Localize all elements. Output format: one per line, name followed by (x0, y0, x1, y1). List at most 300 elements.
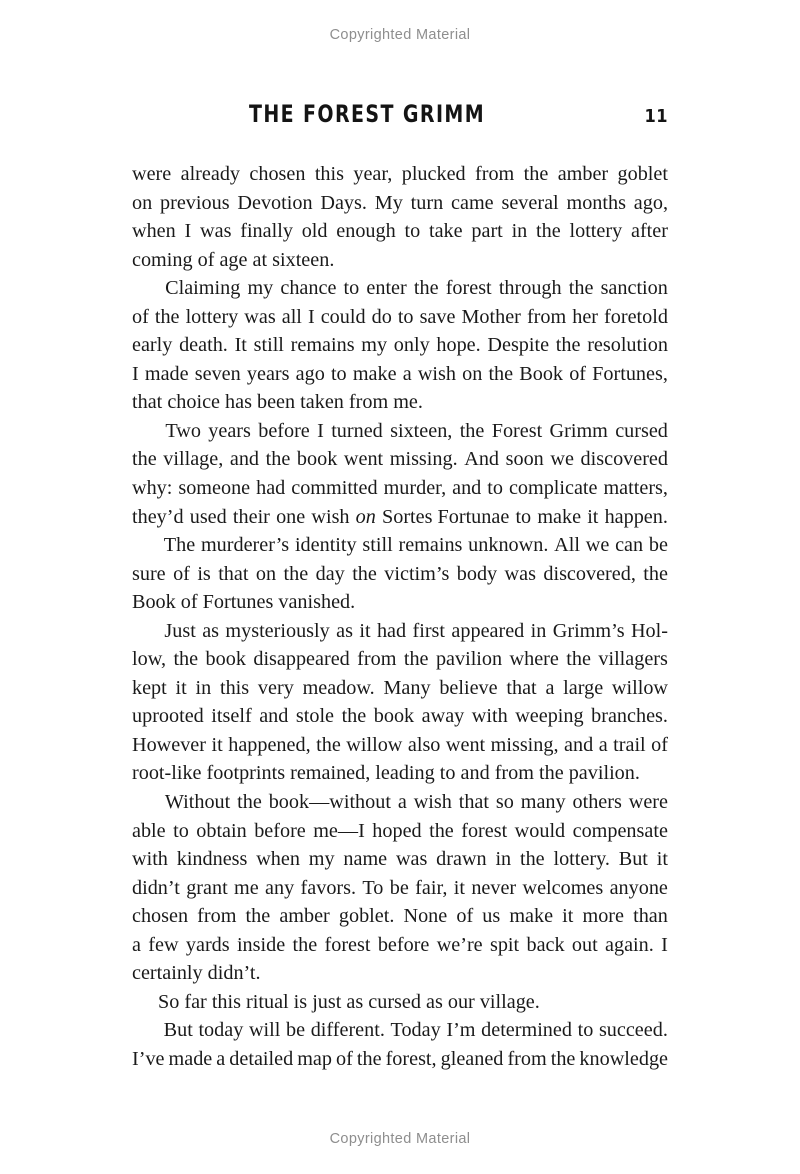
word: kindness (176, 848, 248, 871)
word: away (421, 705, 465, 728)
word: to (330, 362, 347, 385)
word: us (482, 905, 501, 928)
word: fair, (415, 876, 448, 899)
copyright-watermark-top: Copyrighted Material (329, 27, 471, 43)
word: itself (211, 705, 252, 728)
word: goblet (617, 163, 668, 185)
word: cursed (615, 419, 668, 442)
text-line (132, 902, 668, 931)
text-line (132, 702, 668, 731)
word: Despite (487, 334, 550, 357)
word: be (286, 1019, 306, 1042)
word: on (462, 362, 483, 385)
word: it (211, 733, 223, 756)
word: matters, (603, 477, 668, 500)
text-line (132, 445, 668, 474)
word: the (237, 791, 262, 814)
word: were (628, 791, 668, 814)
word: knowledge (579, 1047, 668, 1070)
word: I (307, 305, 315, 328)
word: discovered (580, 448, 668, 471)
word: the (356, 1047, 382, 1070)
word: me—I (313, 819, 365, 842)
word: the (429, 819, 454, 842)
paragraph-claiming (132, 274, 668, 417)
word: and (259, 705, 289, 728)
word: a (216, 1047, 226, 1070)
word: compensate (572, 819, 668, 842)
word: was (395, 848, 428, 871)
word: soon (505, 448, 544, 471)
word: yards (185, 933, 230, 956)
word: why: (132, 477, 173, 500)
word: through (498, 277, 562, 300)
word: Sortes Fortunae (382, 505, 510, 528)
word: murderer’s (200, 534, 290, 557)
text-line (132, 160, 668, 189)
word: was (244, 305, 276, 328)
word: chosen (132, 905, 189, 928)
word: the (245, 905, 271, 928)
word: a (397, 791, 407, 814)
word: make (352, 362, 397, 385)
word: branches. (591, 705, 668, 728)
word: the (403, 648, 429, 671)
word: turned (331, 419, 383, 442)
word: But (618, 848, 648, 871)
word: it (587, 505, 599, 528)
word: of (651, 733, 668, 756)
word: Today (390, 1019, 441, 1042)
word: meadow. (302, 676, 375, 699)
word: wish (413, 791, 452, 814)
word: also (407, 733, 441, 756)
word: again. (605, 933, 654, 956)
word: wish (417, 362, 456, 385)
word: and (564, 733, 594, 756)
text-line (132, 817, 668, 846)
word: I (661, 933, 668, 956)
word: after (630, 220, 668, 243)
word: my (247, 277, 274, 300)
word: sure (132, 562, 166, 585)
word: lottery (569, 220, 623, 243)
word: out (571, 933, 598, 956)
text-line (132, 531, 668, 560)
word: remains (398, 534, 463, 557)
word: anyone (609, 876, 668, 899)
word: a (132, 933, 141, 956)
line-text: So far this ritual is just as cursed as our village. (158, 990, 540, 1013)
word: the (341, 705, 367, 728)
word: name (343, 848, 388, 871)
word: of (456, 905, 474, 928)
word: remains (290, 334, 355, 357)
word: foretold (604, 305, 668, 328)
text-line (132, 788, 668, 817)
word: where (509, 648, 559, 671)
word: in (511, 220, 528, 243)
text-line (132, 560, 668, 589)
word: was (504, 562, 536, 585)
word: be (648, 534, 668, 557)
word: we (550, 448, 574, 471)
word: Just (164, 619, 196, 642)
word: enough (336, 220, 396, 243)
word: grant (186, 876, 228, 899)
word: sixteen, (390, 419, 453, 442)
text-line (132, 189, 668, 218)
word: All (554, 534, 580, 557)
word: never (471, 876, 517, 899)
word: I (132, 362, 139, 385)
word: from (526, 305, 567, 328)
word: were (132, 163, 172, 185)
word: determined (481, 1019, 572, 1042)
word: unknown. (468, 534, 549, 557)
paragraph-but-today (132, 1016, 668, 1073)
word: Without (164, 791, 231, 814)
word: many (520, 791, 566, 814)
word: the (555, 334, 581, 357)
word: only (393, 334, 430, 357)
word: the (352, 562, 377, 585)
paragraph-indent (132, 617, 158, 646)
word: to (515, 505, 532, 528)
word: all (281, 305, 302, 328)
word: months (566, 191, 626, 214)
word: when (256, 848, 300, 871)
word: plucked (401, 163, 466, 185)
text-line (132, 331, 668, 360)
word: is (197, 562, 211, 585)
word: went (445, 733, 486, 756)
word: hope. (436, 334, 481, 357)
word: to (173, 819, 189, 842)
word: spit (489, 933, 520, 956)
word: year, (353, 163, 393, 185)
word: more (582, 905, 624, 928)
word: Devotion (237, 191, 313, 214)
word: victim’s (384, 562, 450, 585)
word: than (633, 905, 668, 928)
word: it (453, 876, 465, 899)
word: finally (240, 220, 293, 243)
word: Book (519, 362, 564, 385)
word: uprooted (132, 705, 204, 728)
word: gleaned (440, 1047, 504, 1070)
word: detailed (229, 1047, 294, 1070)
word: day (315, 562, 345, 585)
word: sanction (600, 277, 668, 300)
word: forest, (385, 1047, 437, 1070)
word: the (292, 933, 318, 956)
line-text: certainly didn’t. (132, 962, 261, 985)
text-line (132, 731, 668, 760)
word: it (656, 848, 668, 871)
word: forest (445, 277, 492, 300)
word: lottery (185, 305, 239, 328)
paragraph-indent (132, 274, 158, 303)
word: of (173, 562, 190, 585)
word: Grimm (549, 419, 608, 442)
word: turn (410, 191, 444, 214)
word: early (132, 334, 173, 357)
word: to (404, 220, 421, 243)
word: I (317, 419, 324, 442)
word: was (200, 220, 232, 243)
text-line (132, 617, 668, 646)
word: very (257, 676, 294, 699)
text-line (132, 303, 668, 332)
word: to (397, 305, 414, 328)
word: would (514, 819, 566, 842)
word: missing. (389, 448, 458, 471)
word: Claiming (165, 277, 241, 300)
book-title: THE FOREST GRIMM (248, 100, 486, 128)
word: favors. (300, 876, 357, 899)
word: forest (324, 933, 371, 956)
text-line (132, 845, 668, 874)
word: do (371, 305, 392, 328)
text-line (132, 217, 668, 246)
text-line (132, 503, 668, 532)
word: already (180, 163, 241, 185)
word: didn’t (132, 876, 180, 899)
word: Days. (320, 191, 367, 214)
word: I’m (446, 1019, 476, 1042)
word: to (487, 477, 503, 500)
word: of (132, 305, 149, 328)
word: the (459, 419, 485, 442)
word: map (297, 1047, 332, 1070)
word: before (258, 419, 310, 442)
word: her (572, 305, 598, 328)
word: made (144, 362, 189, 385)
word: To (362, 876, 384, 899)
word: Forest (491, 419, 543, 442)
paragraph-two-years (132, 417, 668, 531)
word: the (568, 277, 594, 300)
word: used (189, 505, 227, 528)
text-line (132, 959, 668, 988)
word: to (343, 277, 360, 300)
word: identity (294, 534, 357, 557)
word: book (373, 705, 415, 728)
word: of (336, 1047, 353, 1070)
word: the (536, 220, 561, 243)
word: make (509, 905, 554, 928)
line-text: Book of Fortunes vanished. (132, 591, 356, 614)
word: had (376, 619, 407, 642)
word: still (362, 534, 393, 557)
word: of (569, 362, 587, 385)
word: this (314, 163, 344, 185)
word: before (254, 819, 306, 842)
word: me (234, 876, 259, 899)
word: death. (179, 334, 228, 357)
word: And (464, 448, 500, 471)
word: my (308, 848, 335, 871)
word: my (361, 334, 388, 357)
word: can (615, 534, 644, 557)
word: low, (132, 648, 167, 671)
word: make (537, 505, 582, 528)
word: the (173, 648, 199, 671)
word: from (475, 163, 515, 185)
word: seven (194, 362, 241, 385)
word: had (256, 477, 286, 500)
word: amber (557, 163, 609, 185)
word: the (154, 305, 180, 328)
word: that (506, 676, 537, 699)
word: years (208, 419, 251, 442)
text-line (132, 246, 668, 275)
word: villagers (598, 648, 668, 671)
word: resolution (587, 334, 668, 357)
word: in (530, 619, 547, 642)
text-line (132, 1045, 668, 1074)
word: complicate (508, 477, 598, 500)
word: book (205, 648, 246, 671)
word: appeared (451, 619, 525, 642)
paragraph-continued (132, 160, 668, 274)
word: obtain (196, 819, 247, 842)
word: willow (346, 733, 403, 756)
word: still (253, 334, 284, 357)
text-line (132, 988, 668, 1017)
word: willow (611, 676, 668, 699)
word: it (175, 676, 187, 699)
line-text: root-like footprints remained, leading to and from the pavilion. (132, 762, 640, 785)
word: book (296, 448, 338, 471)
word: came (451, 191, 494, 214)
word: Mother (461, 305, 521, 328)
text-line (132, 645, 668, 674)
word: went (343, 448, 384, 471)
word: take (428, 220, 463, 243)
word: with (132, 848, 168, 871)
word: The (163, 534, 196, 557)
word: back (526, 933, 565, 956)
word: and (452, 477, 482, 500)
word: hoped (372, 819, 422, 842)
word: missing, (490, 733, 559, 756)
line-text: that choice has been taken from me. (132, 391, 423, 414)
word: the (566, 648, 591, 671)
word: the (488, 362, 514, 385)
text-line (132, 388, 668, 417)
word: goblet. (338, 905, 395, 928)
word: a (402, 362, 412, 385)
word: committed (291, 477, 378, 500)
word: inside (236, 933, 286, 956)
word: save (419, 305, 456, 328)
word: lottery. (553, 848, 610, 871)
word: today (198, 1019, 244, 1042)
text-line (132, 931, 668, 960)
text-line (132, 274, 668, 303)
word: we’re (436, 933, 483, 956)
word: murder, (383, 477, 447, 500)
text-line (132, 1016, 668, 1045)
word: the (519, 848, 545, 871)
word: mysteriously (225, 619, 330, 642)
word: Two (165, 419, 201, 442)
word: chosen (249, 163, 306, 185)
word: amber (279, 905, 330, 928)
word: years (246, 362, 290, 385)
word: happen. (604, 505, 668, 528)
word: different. (310, 1019, 385, 1042)
word: able (132, 819, 166, 842)
word: in (195, 676, 212, 699)
text-line (132, 474, 668, 503)
word: discovered, (543, 562, 636, 585)
word: and (229, 448, 260, 471)
word: in (495, 848, 512, 871)
word: drawn (436, 848, 487, 871)
text-line (132, 759, 668, 788)
page-number: 11 (644, 106, 668, 127)
word: part (471, 220, 503, 243)
word: the (550, 1047, 576, 1070)
word: Many (383, 676, 431, 699)
word: welcomes (522, 876, 604, 899)
word: pavilion (435, 648, 503, 671)
word: a (545, 676, 555, 699)
word: book—without (268, 791, 391, 814)
word: a (598, 733, 608, 756)
body-text (132, 160, 668, 1074)
word: Grimm’s (552, 619, 625, 642)
word: several (501, 191, 559, 214)
word: I’ve (132, 1047, 165, 1070)
word: Hol- (630, 619, 668, 642)
word: one (276, 505, 306, 528)
text-line (132, 674, 668, 703)
paragraph-without (132, 788, 668, 988)
word: None (403, 905, 448, 928)
word: their (232, 505, 270, 528)
word: It (234, 334, 247, 357)
word: the (316, 733, 341, 756)
word: Fortunes, (592, 362, 668, 385)
word: from (197, 905, 237, 928)
copyright-watermark-bottom: Copyrighted Material (329, 1131, 471, 1147)
word: before (377, 933, 430, 956)
line-text: coming of age at sixteen. (132, 248, 335, 271)
word: any (265, 876, 295, 899)
word: this (219, 676, 250, 699)
word: I (184, 220, 192, 243)
paragraph-indent (132, 1016, 158, 1045)
word: first (412, 619, 446, 642)
word: few (148, 933, 179, 956)
word: the (643, 562, 668, 585)
word: from (507, 1047, 547, 1070)
word: from (357, 648, 397, 671)
word: others (572, 791, 622, 814)
word: forest (461, 819, 508, 842)
word: the (265, 448, 291, 471)
word: old (301, 220, 328, 243)
word: someone (178, 477, 251, 500)
paragraph-so-far (132, 988, 668, 1017)
word: the (132, 448, 157, 471)
word: the (283, 562, 309, 585)
word: be (389, 876, 409, 899)
